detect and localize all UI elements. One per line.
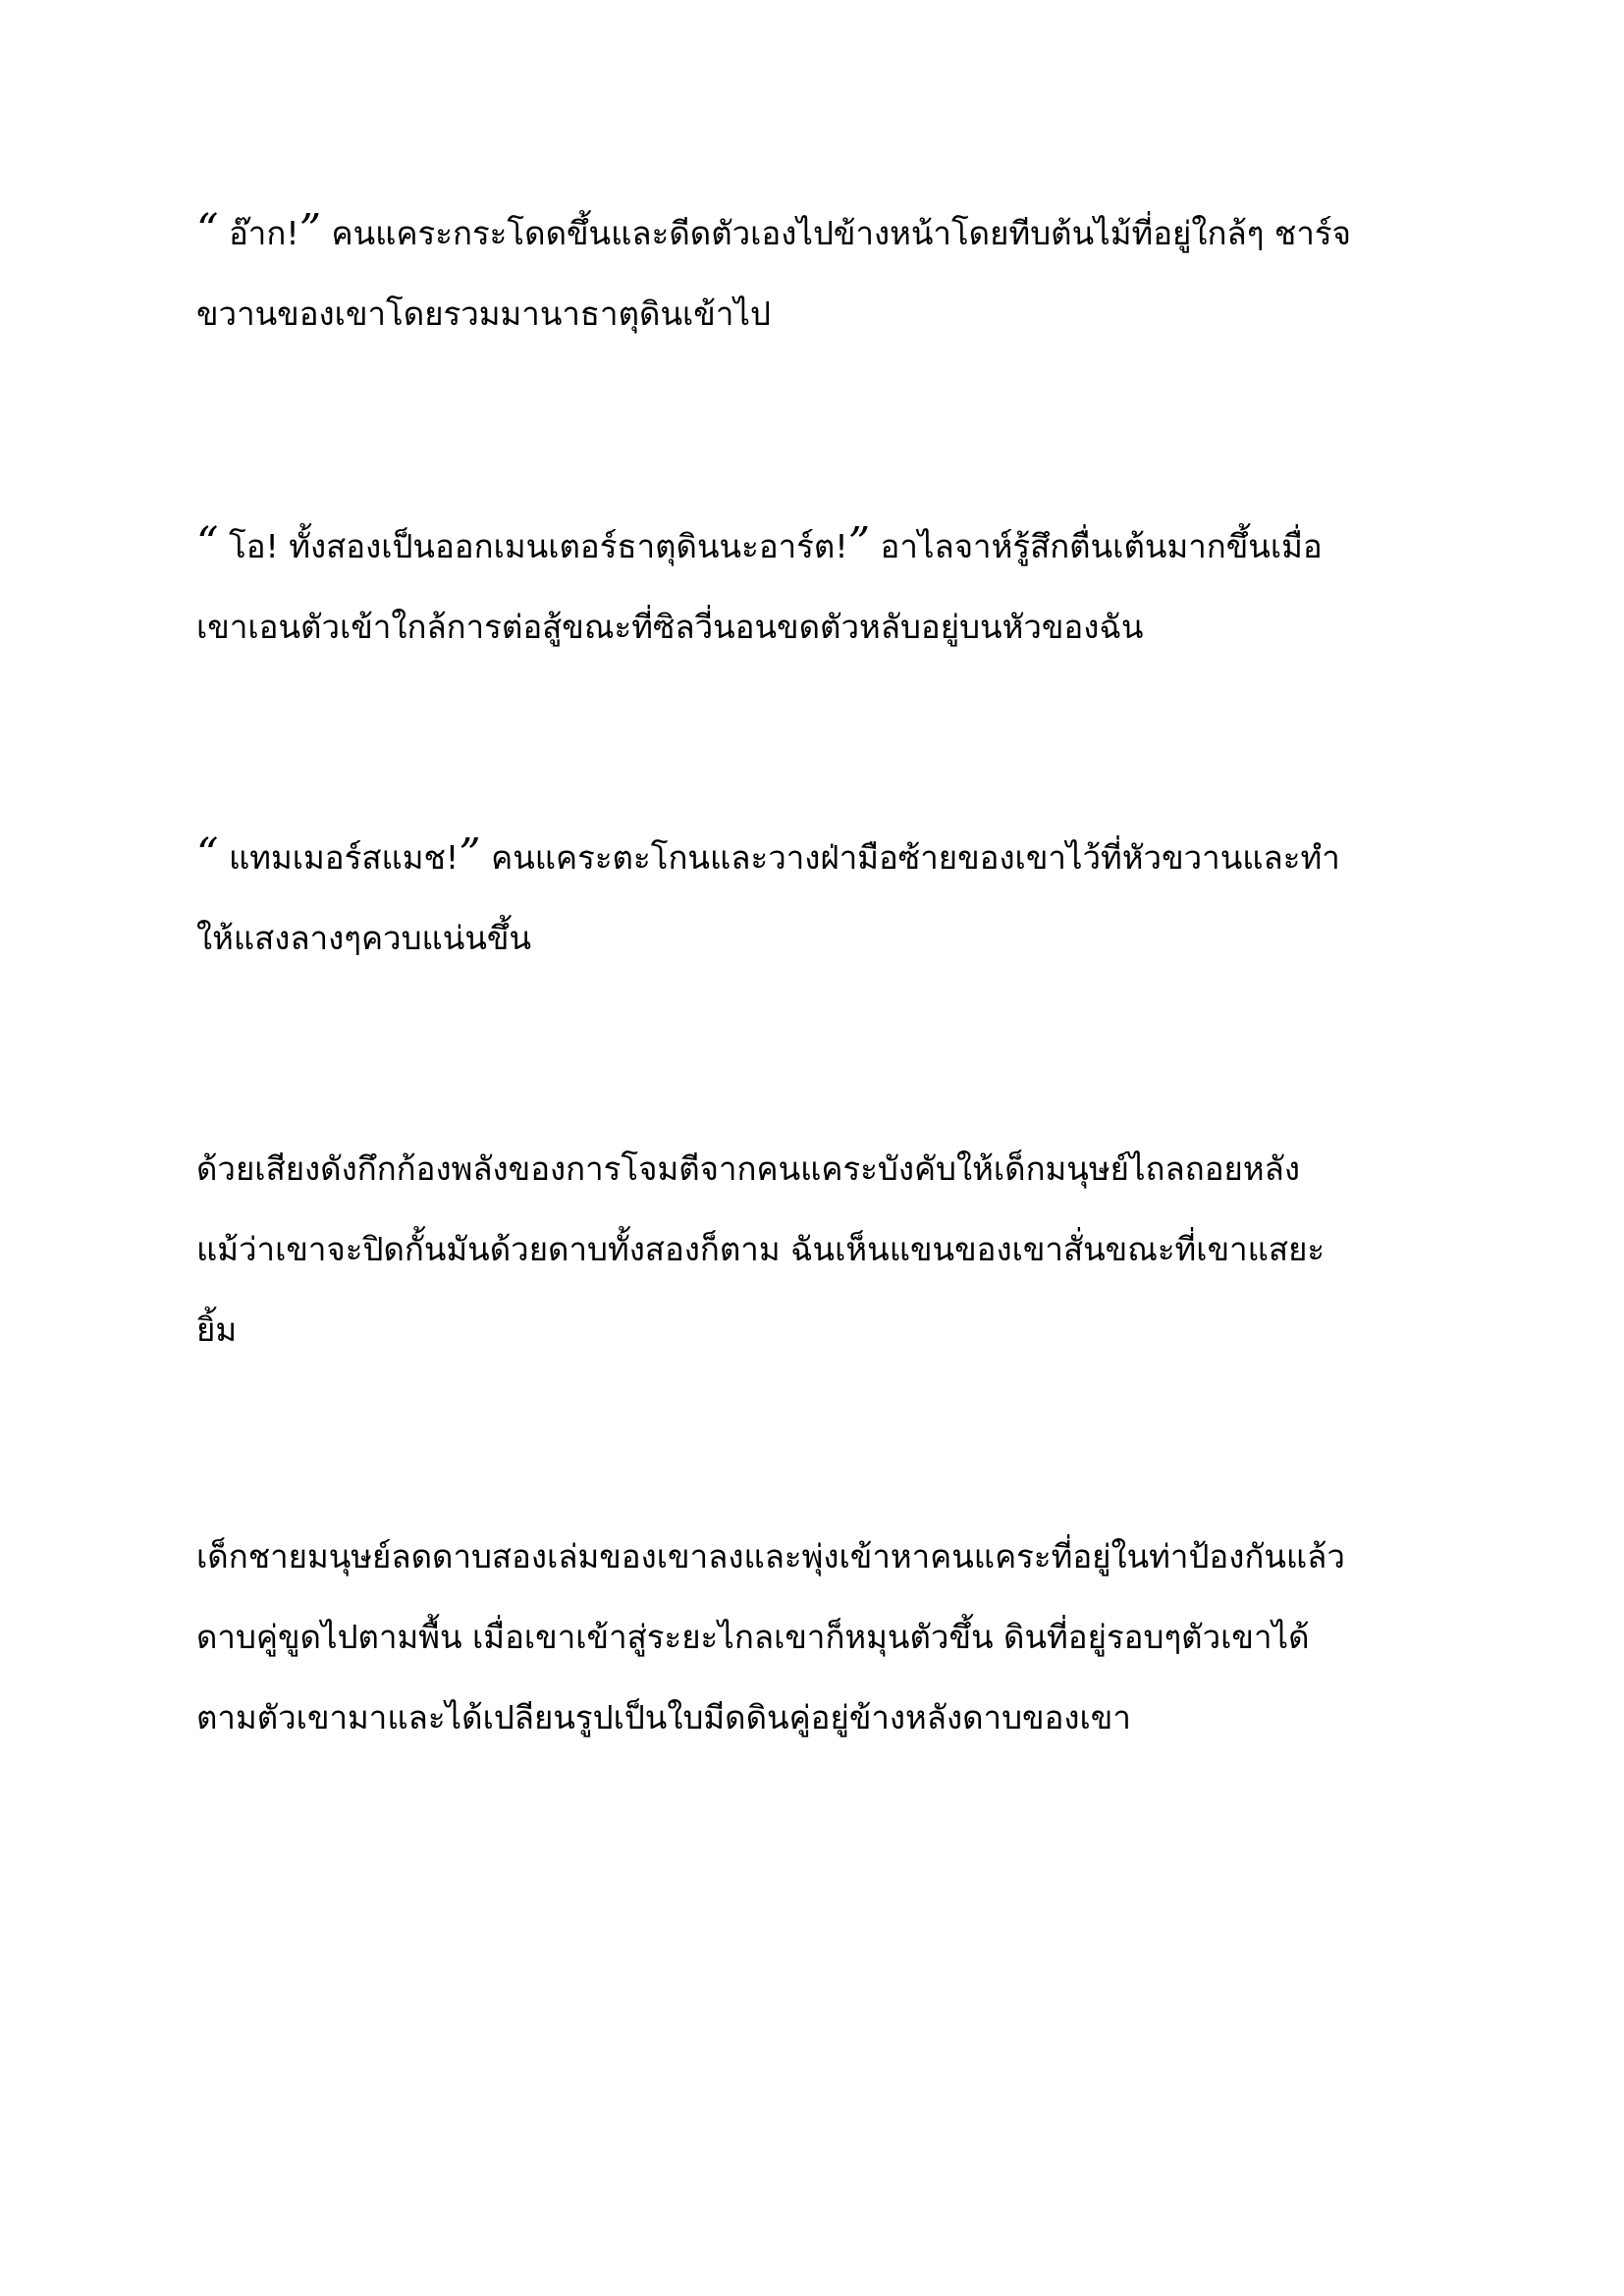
- text-line: [196, 818, 1443, 898]
- text-line: ขวานของเขาโดยรวมมานาธาตุดินเข้าไป: [196, 294, 771, 333]
- open-quote: “: [196, 829, 219, 880]
- text-line: ให้แสงลางๆควบแน่นขึ้น: [196, 919, 532, 957]
- dialogue-text: แทมเมอร์สแมช!: [218, 838, 460, 877]
- paragraph-3: [196, 818, 1443, 979]
- paragraph-2: [196, 507, 1443, 667]
- close-quote: ”: [298, 205, 322, 255]
- text-line: [196, 193, 1443, 274]
- text-line: เขาเอนตัวเข้าใกล้การต่อสู้ขณะที่ซิลวี่นอนขดตัวหลับอยู่บนหัวของฉัน: [196, 608, 1144, 646]
- dialogue-text: อ๊าก!: [218, 214, 299, 252]
- open-quote: “: [196, 518, 219, 568]
- narration-text: อาไลจาห์รู้สึกตื่นเต้นมากขึ้นเมื่อ: [870, 527, 1323, 565]
- close-quote: ”: [459, 829, 481, 880]
- text-line: ด้วยเสียงดังกึกก้องพลังของการโจมตีจากคนแคระบังคับให้เด็กมนุษย์ไถลถอยหลัง: [196, 1149, 1300, 1188]
- paragraph-1: [196, 193, 1443, 354]
- text-line: ตามตัวเขามาและได้เปลียนรูปเป็นใบมีดดินคู่อยู่ข้างหลังดาบของเขา: [196, 1698, 1131, 1736]
- paragraph-4: [196, 1129, 1443, 1370]
- paragraph-5: [196, 1517, 1443, 1758]
- narration-text: คนแคระกระโดดขึ้นและดีดตัวเองไปข้างหน้าโดยทีบต้นไม้ที่อยู่ใกล้ๆ ชาร์จ: [321, 214, 1351, 252]
- open-quote: “: [196, 205, 219, 255]
- text-line: แม้ว่าเขาจะปิดกั้นมันด้วยดาบทั้งสองก็ตาม ฉันเห็นแขนของเขาสั่นขณะที่เขาแสยะ: [196, 1230, 1326, 1268]
- dialogue-text: โอ! ทั้งสองเป็นออกเมนเตอร์ธาตุดินนะอาร์ต!: [218, 527, 848, 565]
- text-line: [196, 507, 1443, 587]
- text-line: เด็กชายมนุษย์ลดดาบสองเล่มของเขาลงและพุ่งเข้าหาคนแคระที่อยู่ในท่าป้องกันแล้ว: [196, 1537, 1345, 1575]
- text-line: ยิ้ม: [196, 1310, 238, 1349]
- close-quote: ”: [847, 518, 871, 568]
- narration-text: คนแคระตะโกนและวางฝ่ามือซ้ายของเขาไว้ที่หัวขวานและทำ: [480, 838, 1340, 877]
- text-line: ดาบคู่ขูดไปตามพื้น เมื่อเขาเข้าสู่ระยะไกลเขาก็หมุนตัวขึ้น ดินที่อยู่รอบๆตัวเขาได้: [196, 1618, 1310, 1656]
